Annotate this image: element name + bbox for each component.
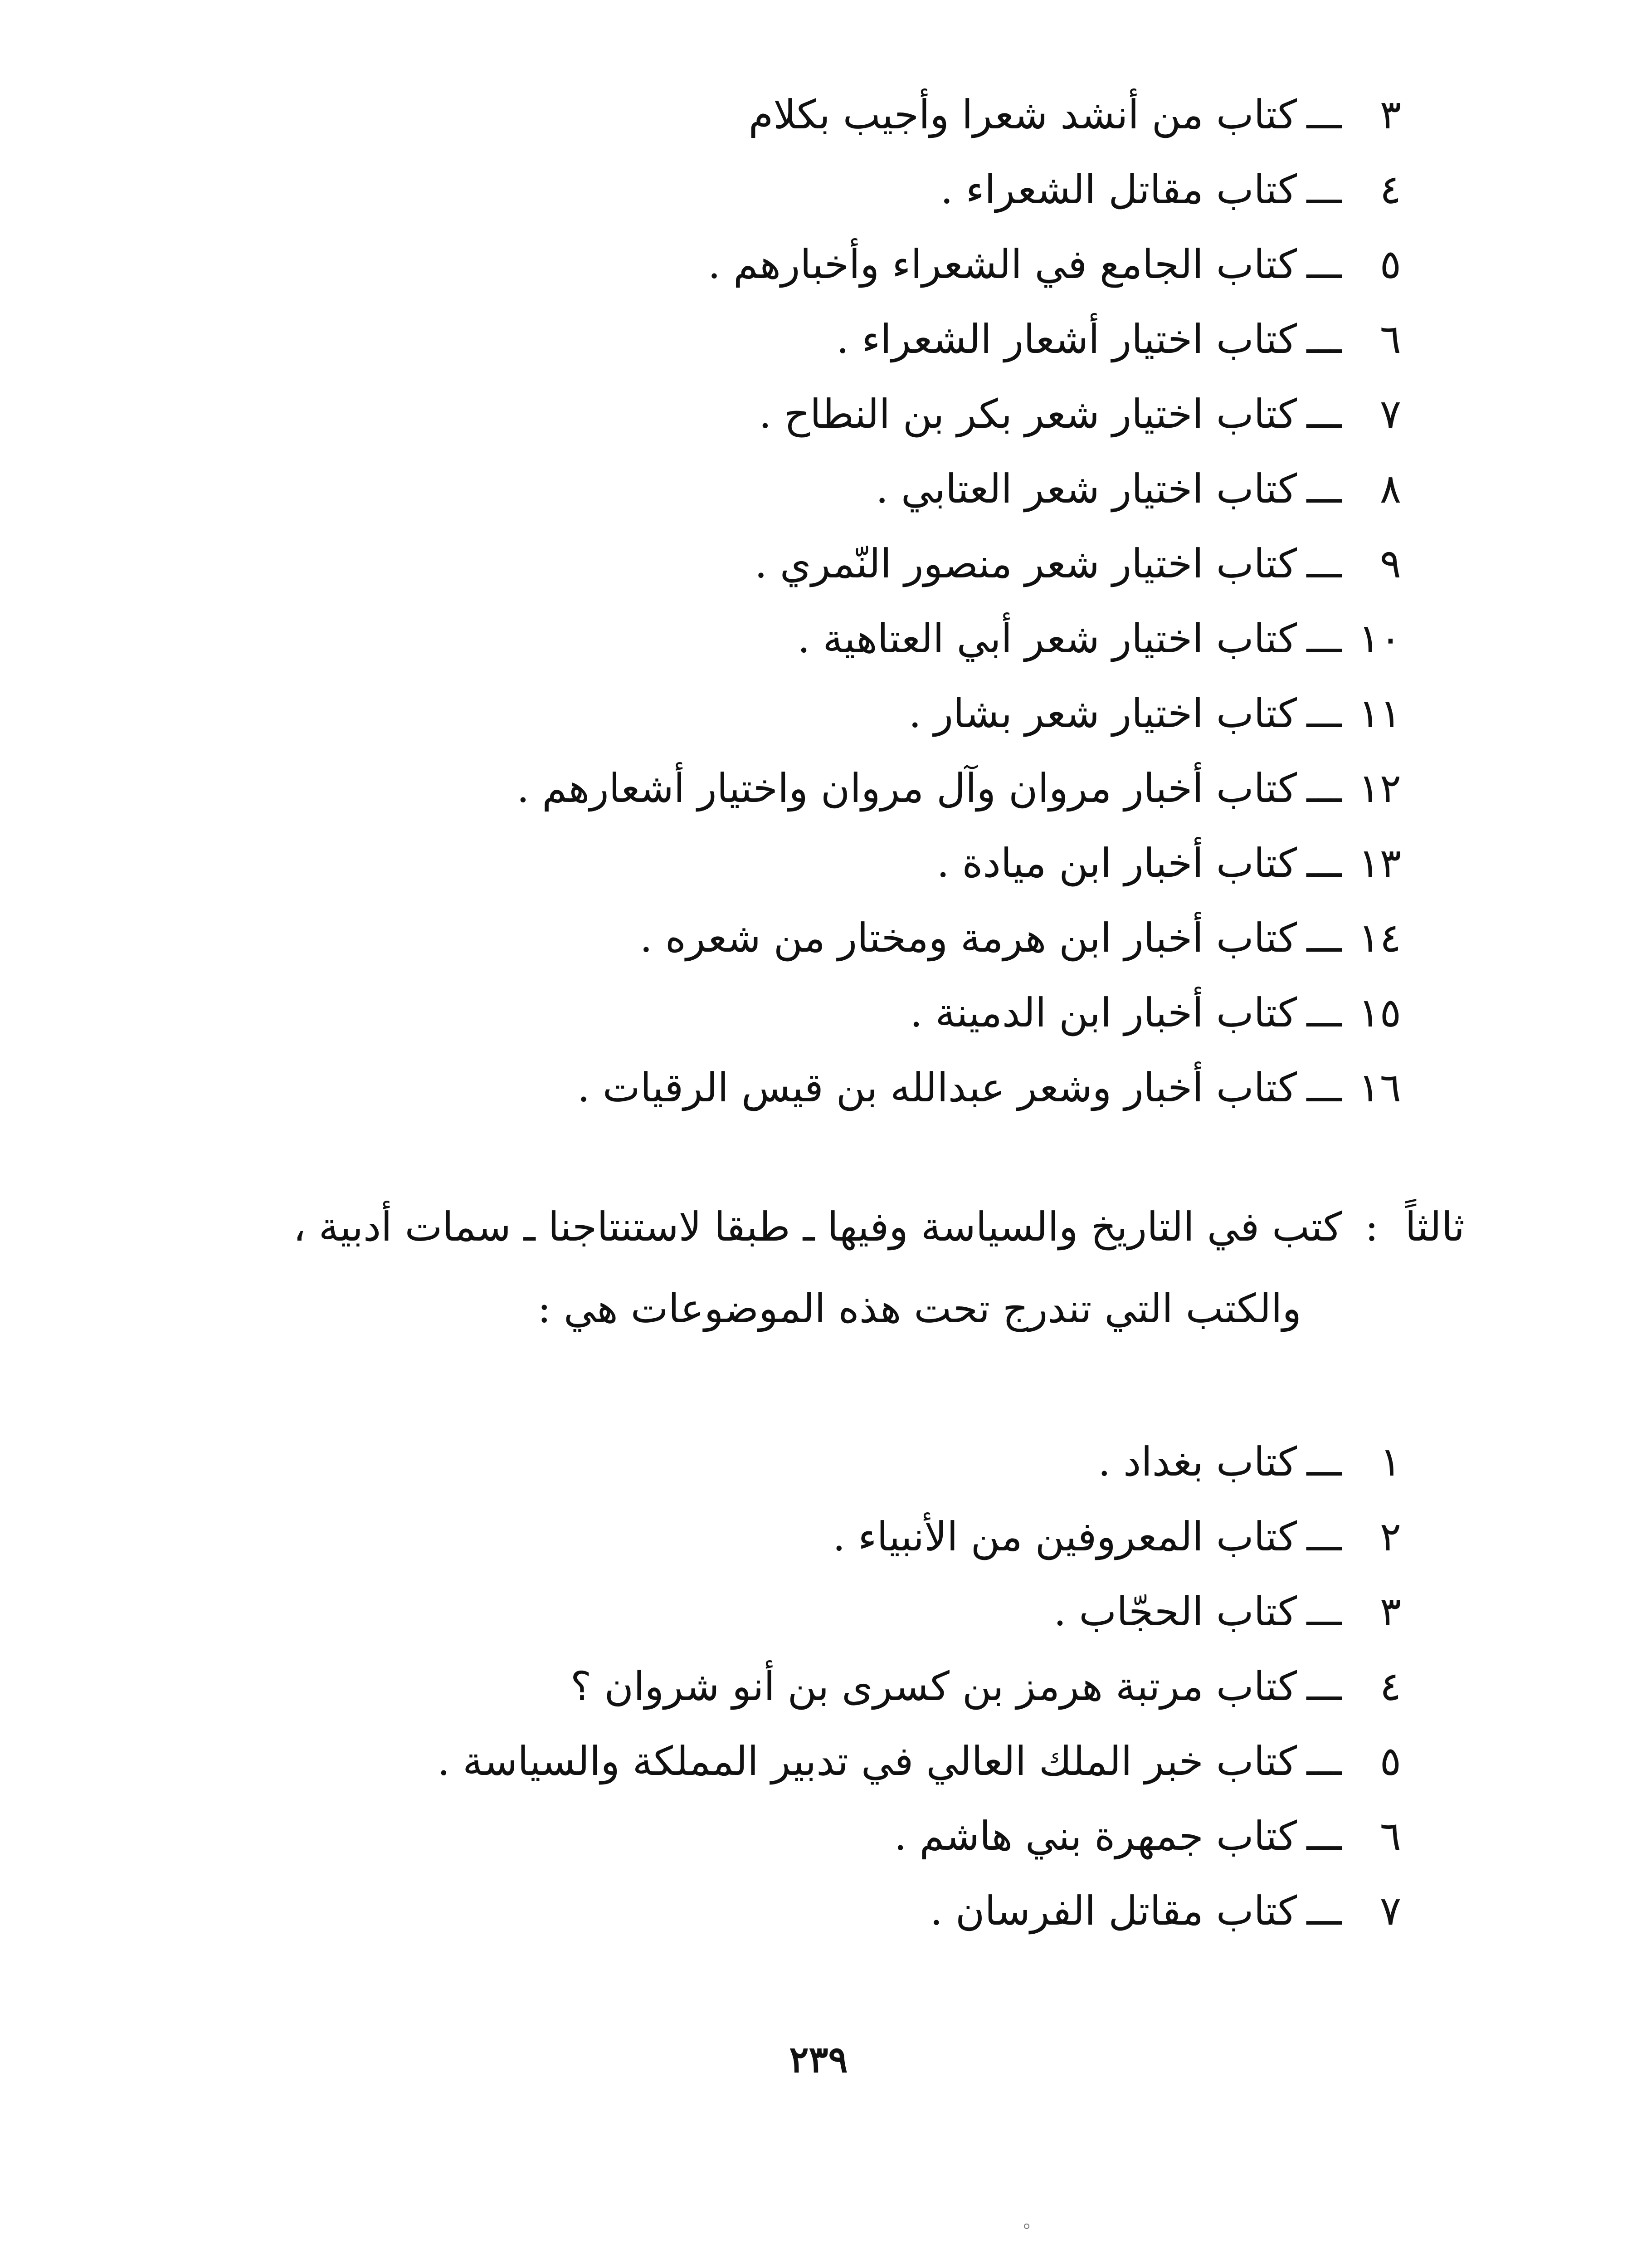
section-colon: : [1365,1203,1379,1250]
item-number: ١٦ [1358,1064,1401,1111]
section-line-2: والكتب التي تندرج تحت هذه الموضوعات هي : [537,1285,1301,1332]
item-number: ٦ [1379,316,1401,362]
list-item [177,751,1401,826]
item-dash: ـــ [1306,1813,1342,1859]
section-heading [104,1198,1465,1256]
item-number: ١٢ [1358,765,1401,811]
list-item [177,1799,1401,1873]
list-item [177,1050,1401,1125]
item-text: كتاب أخبار ابن ميادة . [936,840,1297,886]
item-number: ٧ [1379,391,1401,437]
list-item [177,451,1401,526]
item-text: كتاب مقاتل الفرسان . [930,1887,1297,1934]
list-item [177,1499,1401,1574]
list-item [177,826,1401,900]
item-text: كتاب أخبار وشعر عبدالله بن قيس الرقيات . [577,1064,1297,1111]
list-item [177,1724,1401,1799]
item-number: ٣ [1379,1588,1401,1635]
item-number: ١١ [1358,690,1401,737]
list-item [177,1873,1401,1948]
list-item [177,1574,1401,1649]
item-dash: ـــ [1306,91,1342,138]
item-text: كتاب اختيار شعر أبي العتاهية . [797,615,1297,662]
item-dash: ـــ [1306,840,1342,886]
item-dash: ـــ [1306,1887,1342,1934]
item-text: كتاب أخبار ابن هرمة ومختار من شعره . [639,914,1297,961]
list-item [177,152,1401,227]
item-number: ١٤ [1358,914,1401,961]
item-text: كتاب بغداد . [1098,1438,1297,1485]
scan-speck [1024,2224,1029,2229]
item-dash: ـــ [1306,1438,1342,1485]
list-item [177,1649,1401,1724]
item-text: كتاب الجامع في الشعراء وأخبارهم . [708,241,1297,288]
item-number: ١٥ [1358,989,1401,1036]
item-text: كتاب أخبار مروان وآل مروان واختيار أشعارهم . [516,765,1297,811]
item-text: كتاب من أنشد شعرا وأجيب بكلام [748,91,1297,138]
item-text: كتاب جمهرة بني هاشم . [894,1813,1297,1859]
item-dash: ـــ [1306,914,1342,961]
item-text: كتاب اختيار شعر العتابي . [876,465,1297,512]
item-dash: ـــ [1306,1064,1342,1111]
item-dash: ـــ [1306,1738,1342,1784]
page-number: ٢٣٩ [789,2038,848,2081]
item-dash: ـــ [1306,1588,1342,1635]
item-number: ٦ [1379,1813,1401,1859]
list-item [177,77,1401,152]
item-dash: ـــ [1306,989,1342,1036]
list-item [177,376,1401,451]
item-text: كتاب المعروفين من الأنبياء . [833,1513,1297,1560]
item-dash: ـــ [1306,241,1342,288]
item-text: كتاب اختيار أشعار الشعراء . [836,316,1297,362]
item-number: ١٠ [1358,615,1401,662]
list-item [177,676,1401,751]
item-dash: ـــ [1306,1663,1342,1710]
item-text: كتاب اختيار شعر بكر بن النطاح . [759,391,1297,437]
item-dash: ـــ [1306,391,1342,437]
item-dash: ـــ [1306,690,1342,737]
item-number: ٩ [1379,540,1401,587]
item-number: ٨ [1379,465,1401,512]
item-text: كتاب أخبار ابن الدمينة . [910,989,1297,1036]
list-item [177,975,1401,1050]
item-text: كتاب اختيار شعر بشار . [908,690,1297,737]
item-dash: ـــ [1306,540,1342,587]
item-number: ٤ [1379,166,1401,213]
item-number: ٧ [1379,1887,1401,1934]
item-number: ١ [1379,1438,1401,1485]
item-number: ١٣ [1358,840,1401,886]
item-number: ٤ [1379,1663,1401,1710]
section-line-1: كتب في التاريخ والسياسة وفيها ـ طبقا لاستنتاجنا ـ سمات أدبية ، [293,1203,1342,1250]
item-text: كتاب مرتبة هرمز بن كسرى بن أنو شروان ؟ [570,1663,1297,1710]
item-text: كتاب خبر الملك العالي في تدبير المملكة والسياسة . [437,1738,1297,1784]
item-dash: ـــ [1306,1513,1342,1560]
list-item [177,227,1401,302]
list-item [177,1424,1401,1499]
book-list-history [177,1424,1401,1948]
item-dash: ـــ [1306,316,1342,362]
item-number: ٥ [1379,241,1401,288]
section-label: ثالثاً [1405,1203,1465,1250]
item-text: كتاب اختيار شعر منصور النّمري . [754,540,1297,587]
list-item [177,526,1401,601]
item-dash: ـــ [1306,166,1342,213]
item-number: ٢ [1379,1513,1401,1560]
book-list-poetry [177,77,1401,1125]
item-number: ٣ [1379,91,1401,138]
item-dash: ـــ [1306,765,1342,811]
item-dash: ـــ [1306,615,1342,662]
list-item [177,900,1401,975]
item-text: كتاب الحجّاب . [1053,1588,1297,1635]
list-item [177,601,1401,676]
item-dash: ـــ [1306,465,1342,512]
list-item [177,302,1401,376]
item-number: ٥ [1379,1738,1401,1784]
item-text: كتاب مقاتل الشعراء . [940,166,1297,213]
